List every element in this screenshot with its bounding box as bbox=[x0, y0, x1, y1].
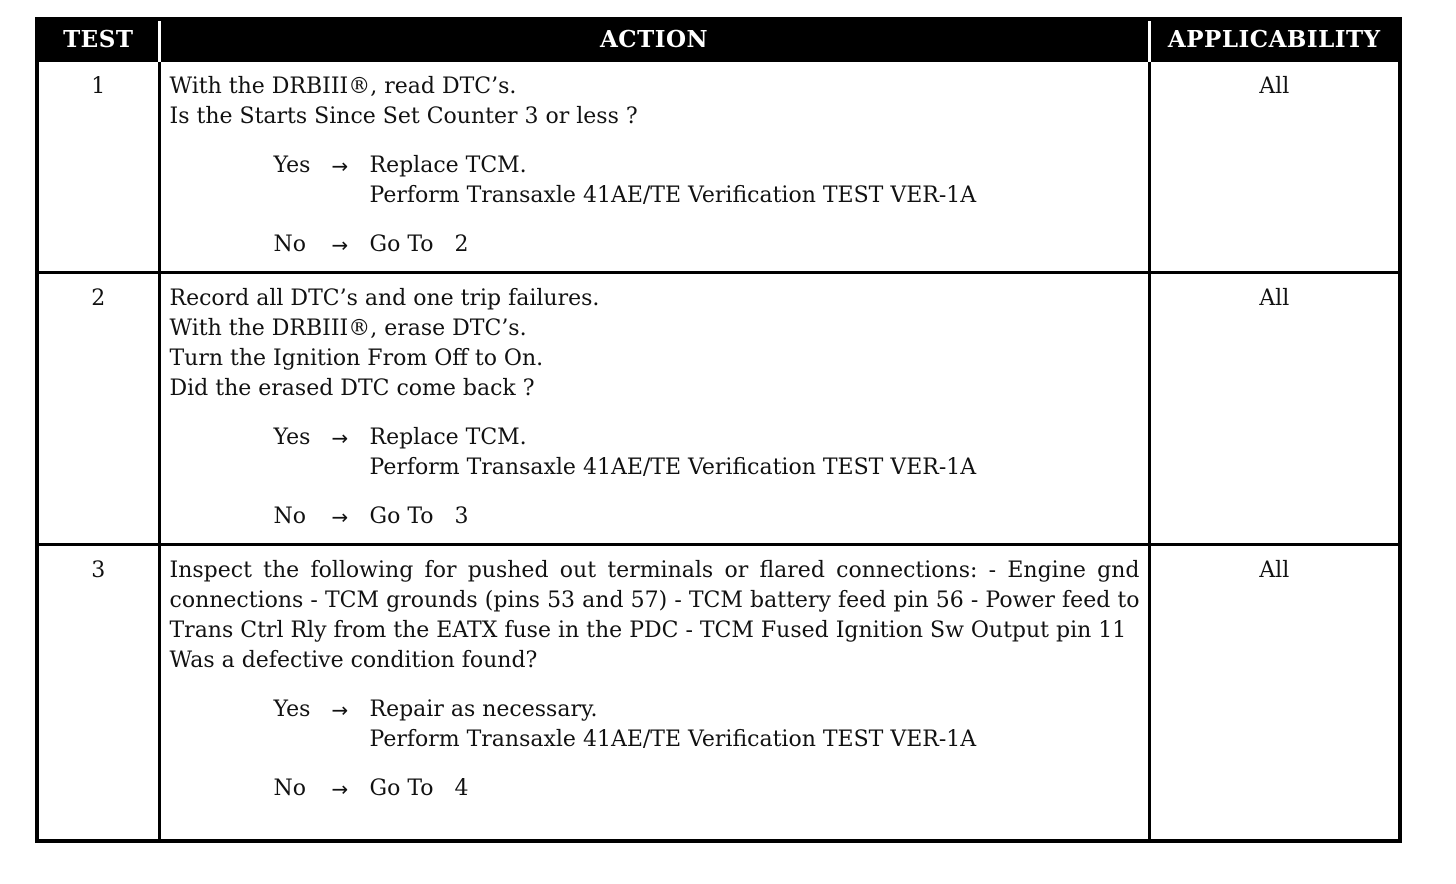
test-number: 3 bbox=[39, 544, 159, 839]
action-line: Turn the Ignition From Off to On. bbox=[169, 345, 544, 371]
yes-result bbox=[370, 695, 1140, 755]
yes-result bbox=[370, 151, 1140, 211]
no-label: No bbox=[273, 503, 306, 529]
table-row bbox=[39, 272, 1398, 544]
action-question: Did the erased DTC come back ? bbox=[169, 375, 535, 401]
action-paragraph: Inspect the following for pushed out terminals or flared connections: - Engine gnd connections - TCM grounds (pins 53 and 57) - TCM battery feed pin 56 - Power feed to Trans Ctrl Rly from the EATX fuse in the PDC - TCM Fused Ignition Sw Output pin 11 bbox=[169, 557, 1140, 643]
table-row bbox=[39, 60, 1398, 272]
applicability-value: All bbox=[1149, 60, 1398, 272]
no-label: No bbox=[273, 775, 306, 801]
action-cell bbox=[159, 60, 1149, 272]
action-cell bbox=[159, 544, 1149, 839]
no-result: Go To 4 bbox=[369, 775, 469, 801]
diagnostic-table-frame bbox=[35, 17, 1402, 843]
arrow-icon: → bbox=[331, 232, 349, 257]
action-line: Record all DTC’s and one trip failures. bbox=[169, 285, 600, 311]
arrow-icon: → bbox=[331, 153, 349, 178]
arrow-icon: → bbox=[331, 504, 349, 529]
yes-result-line: Repair as necessary. bbox=[369, 696, 598, 722]
header-applicability: APPLICABILITY bbox=[1149, 21, 1398, 60]
applicability-value: All bbox=[1149, 272, 1398, 544]
yes-outcome bbox=[274, 423, 1140, 483]
applicability-value: All bbox=[1149, 544, 1398, 839]
yes-result bbox=[370, 423, 1140, 483]
arrow-icon: → bbox=[331, 776, 349, 801]
no-result: Go To 2 bbox=[369, 231, 469, 257]
no-label: No bbox=[273, 231, 306, 257]
yes-label: Yes bbox=[273, 424, 311, 450]
no-outcome bbox=[274, 230, 1140, 260]
yes-outcome bbox=[274, 695, 1140, 755]
arrow-icon: → bbox=[331, 425, 349, 450]
action-line: With the DRBIII®, erase DTC’s. bbox=[169, 315, 527, 341]
yes-outcome bbox=[274, 151, 1140, 211]
table-header-row bbox=[39, 21, 1398, 60]
action-cell bbox=[159, 272, 1149, 544]
yes-result-line: Perform Transaxle 41AE/TE Verification TEST VER-1A bbox=[369, 454, 977, 480]
no-outcome bbox=[274, 774, 1140, 804]
arrow-icon: → bbox=[331, 697, 349, 722]
header-test: TEST bbox=[39, 21, 159, 60]
action-question: Is the Starts Since Set Counter 3 or less ? bbox=[169, 103, 638, 129]
action-question: Was a defective condition found? bbox=[169, 647, 538, 673]
yes-result-line: Perform Transaxle 41AE/TE Verification TEST VER-1A bbox=[369, 726, 977, 752]
yes-label: Yes bbox=[273, 152, 311, 178]
yes-result-line: Replace TCM. bbox=[369, 424, 527, 450]
test-number: 2 bbox=[39, 272, 159, 544]
diagnostic-table bbox=[39, 21, 1398, 839]
yes-label: Yes bbox=[273, 696, 311, 722]
header-action: ACTION bbox=[159, 21, 1149, 60]
yes-result-line: Replace TCM. bbox=[369, 152, 527, 178]
yes-result-line: Perform Transaxle 41AE/TE Verification TEST VER-1A bbox=[369, 182, 977, 208]
no-outcome bbox=[274, 502, 1140, 532]
test-number: 1 bbox=[39, 60, 159, 272]
table-row bbox=[39, 544, 1398, 839]
no-result: Go To 3 bbox=[369, 503, 469, 529]
action-line: With the DRBIII®, read DTC’s. bbox=[169, 73, 517, 99]
